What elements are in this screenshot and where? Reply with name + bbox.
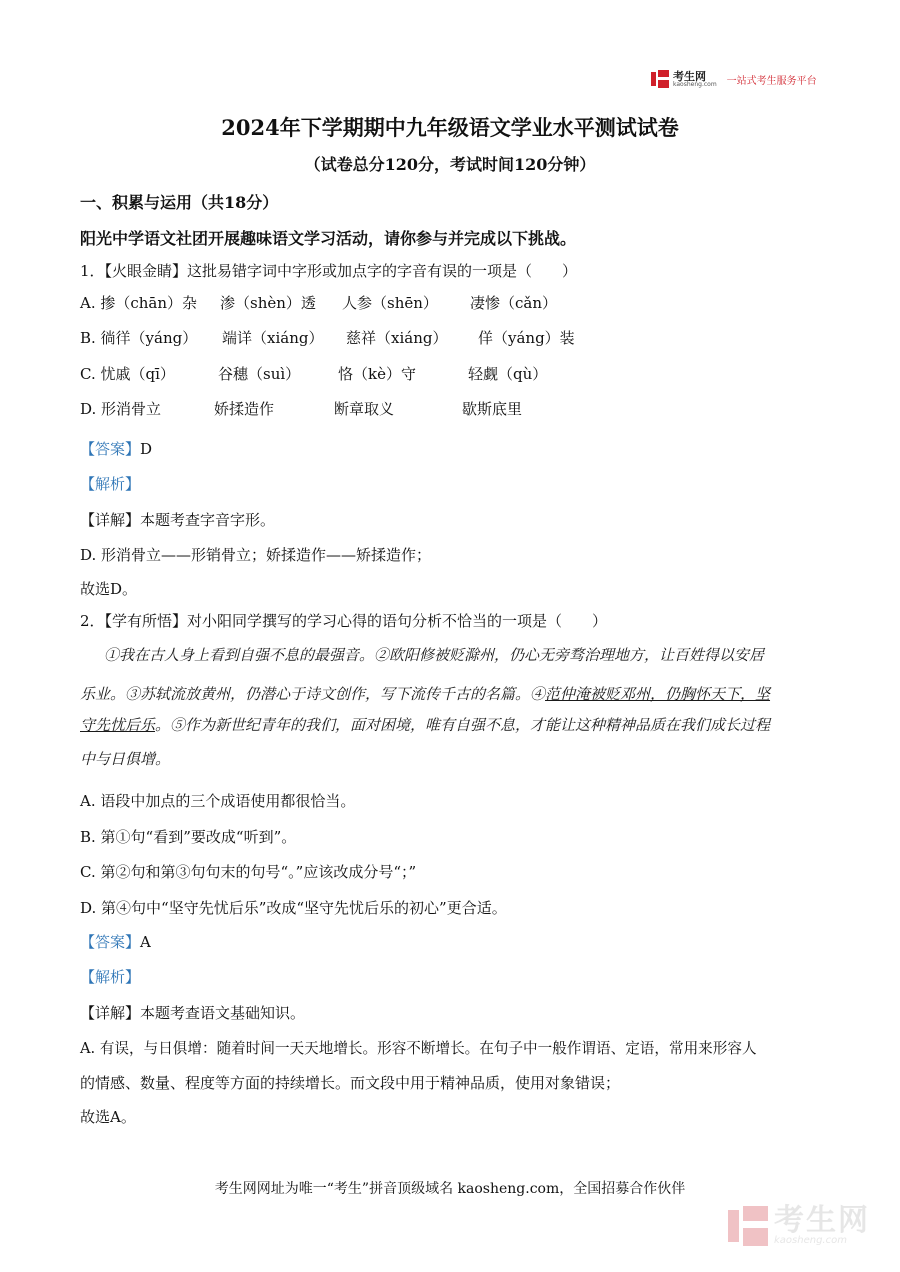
q1-detail: 【详解】本题考查字音字形。 bbox=[80, 511, 276, 529]
passage-text: 乐业。③苏轼流放黄州，仍潜心于诗文创作，写下流传千古的名篇。④ bbox=[80, 685, 546, 703]
q2-stem: 2．【学有所悟】对小阳同学撰写的学习心得的语句分析不恰当的一项是（ ） bbox=[80, 612, 608, 630]
watermark-domain: kaosheng.com bbox=[774, 1235, 847, 1246]
passage-underline: 守先忧后乐 bbox=[80, 716, 156, 734]
q2-passage-line bbox=[80, 714, 770, 735]
q1-c-item: C. 忧戚（qī） bbox=[80, 365, 175, 383]
q1-d-item: D. 形消骨立 bbox=[80, 400, 162, 418]
page-footer: 考生网网址为唯一“考生”拼音顶级域名 kaosheng.com，全国招募合作伙伴 bbox=[214, 1181, 686, 1197]
q2-answer bbox=[80, 931, 151, 952]
q2-passage-line: 中与日俱增。 bbox=[80, 750, 171, 768]
q1-b-item: 慈祥（xiáng） bbox=[346, 329, 448, 347]
site-logo bbox=[651, 70, 817, 88]
q1-explain: D. 形消骨立——形销骨立；娇揉造作——矫揉造作； bbox=[80, 546, 432, 564]
q1-analysis-tag: 【解析】 bbox=[80, 475, 141, 493]
q2-choose: 故选A。 bbox=[80, 1108, 136, 1126]
watermark-icon bbox=[728, 1206, 768, 1246]
q1-c-item: 恪（kè）守 bbox=[338, 365, 416, 383]
q2-explain: 的情感、数量、程度等方面的持续增长。而文段中用于精神品质，使用对象错误； bbox=[80, 1074, 621, 1092]
logo-slogan: 一站式考生服务平台 bbox=[726, 75, 817, 87]
section-intro: 阳光中学语文社团开展趣味语文学习活动，请你参与并完成以下挑战。 bbox=[80, 229, 577, 248]
q1-b-item: 端详（xiáng） bbox=[222, 329, 324, 347]
q1-option-d bbox=[80, 398, 780, 420]
watermark-name: 考生网 bbox=[774, 1203, 870, 1238]
q1-d-item: 娇揉造作 bbox=[214, 400, 275, 418]
q1-a-item: 凄惨（cǎn） bbox=[470, 294, 558, 312]
q1-b-item: 佯（yáng）装 bbox=[478, 329, 575, 347]
q2-passage-line: ①我在古人身上看到自强不息的最强音。②欧阳修被贬滁州，仍心无旁骛治理地方，让百姓得以安居 bbox=[104, 646, 765, 664]
q2-option-d: D. 第④句中“坚守先忧后乐”改成“坚守先忧后乐的初心”更合适。 bbox=[80, 899, 507, 917]
q2-passage-line bbox=[80, 683, 770, 704]
answer-tag: 【答案】 bbox=[80, 933, 141, 951]
q2-option-c: C. 第②句和第③句句末的句号“。”应该改成分号“；” bbox=[80, 863, 417, 881]
q1-stem: 1．【火眼金睛】这批易错字词中字形或加点字的字音有误的一项是（ ） bbox=[80, 262, 578, 280]
q2-detail: 【详解】本题考查语文基础知识。 bbox=[80, 1004, 306, 1022]
watermark-logo bbox=[728, 1203, 870, 1246]
passage-text: 。⑤作为新世纪青年的我们，面对困境，唯有自强不息，才能让这种精神品质在我们成长过程 bbox=[155, 716, 771, 734]
q1-option-c bbox=[80, 363, 780, 385]
q2-explain: A. 有误，与日俱增：随着时间一天天地增长。形容不断增长。在句子中一般作谓语、定语，常用来形容人 bbox=[80, 1040, 757, 1057]
q2-option-b: B. 第①句“看到”要改成“听到”。 bbox=[80, 828, 297, 846]
q1-answer bbox=[80, 438, 152, 459]
q1-option-b bbox=[80, 327, 780, 349]
q1-d-item: 断章取义 bbox=[334, 400, 395, 418]
q1-a-item: A. 掺（chān）杂 bbox=[80, 294, 198, 312]
answer-value: A bbox=[140, 933, 151, 951]
section-heading: 一、积累与运用（共18分） bbox=[80, 193, 279, 212]
logo-name: 考生网 bbox=[673, 69, 706, 83]
logo-icon bbox=[651, 70, 669, 88]
q1-a-item: 人参（shēn） bbox=[342, 294, 438, 312]
page-title: 2024年下学期期中九年级语文学业水平测试试卷 bbox=[221, 115, 679, 140]
q1-d-item: 歇斯底里 bbox=[462, 400, 523, 418]
q2-option-a: A. 语段中加点的三个成语使用都很恰当。 bbox=[80, 792, 356, 810]
logo-domain: kaosheng.com bbox=[673, 80, 717, 88]
answer-value: D bbox=[140, 440, 153, 458]
q1-c-item: 谷穗（suì） bbox=[218, 365, 301, 383]
q1-option-a bbox=[80, 292, 780, 314]
q1-b-item: B. 徜徉（yáng） bbox=[80, 329, 198, 347]
q1-choose: 故选D。 bbox=[80, 580, 138, 598]
answer-tag: 【答案】 bbox=[80, 440, 141, 458]
passage-underline: 范仲淹被贬邓州，仍胸怀天下，坚 bbox=[545, 685, 771, 703]
exam-info: （试卷总分120分，考试时间120分钟） bbox=[304, 155, 596, 174]
q1-c-item: 轻觑（qù） bbox=[468, 365, 548, 383]
q1-a-item: 渗（shèn）透 bbox=[220, 294, 316, 312]
q2-analysis-tag: 【解析】 bbox=[80, 968, 141, 986]
